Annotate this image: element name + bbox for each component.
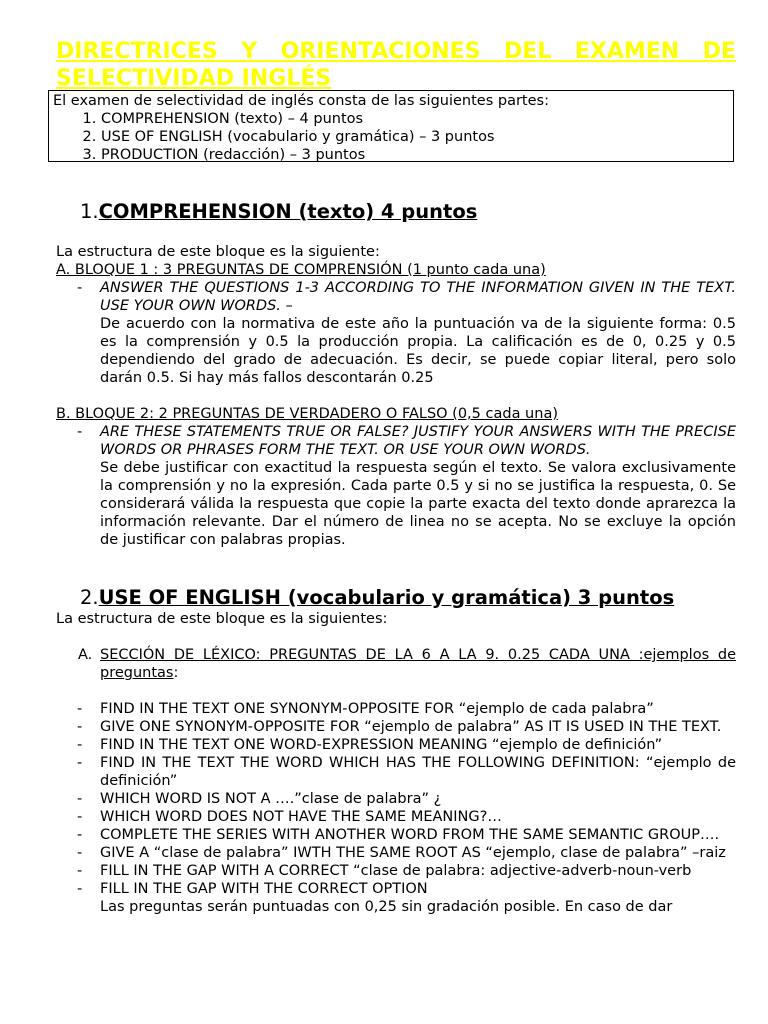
- section1-structure: La estructura de este bloque es la siguiente:: [56, 244, 380, 260]
- intro-box: [48, 90, 734, 162]
- section2-number: 2.: [80, 586, 99, 609]
- lexicon-label: A.: [78, 647, 93, 663]
- section2-heading: [80, 586, 674, 610]
- block-b-item: [56, 423, 736, 549]
- lexicon-title: SECCIÓN DE LÉXICO: PREGUNTAS DE LA 6 A LA 9. 0.25 CADA UNA :ejemplos de preguntas: [100, 647, 736, 681]
- section1-number: 1.: [80, 200, 99, 223]
- block-a-explanation: De acuerdo con la normativa de este año la puntuación va de la siguiente forma: 0.5 es la comprensión y 0.5 la producción propia. La calificación es de 0, 0.25 y 0.5 dependiendo del grado de adecuación. Es decir, se puede copiar literal, pero solo darán 0.5. Si hay más fallos descontarán 0.25: [100, 316, 736, 386]
- intro-lead: El examen de selectividad de inglés consta de las siguientes partes:: [53, 93, 549, 109]
- question-item: - GIVE ONE SYNONYM-OPPOSITE FOR “ejemplo de palabra” AS IT IS USED IN THE TEXT.: [56, 718, 736, 736]
- closing-text: Las preguntas serán puntuadas con 0,25 sin gradación posible. En caso de dar: [100, 899, 673, 915]
- block-b-title: B. BLOQUE 2: 2 PREGUNTAS DE VERDADERO O FALSO (0,5 cada una): [56, 406, 558, 422]
- question-item: - FILL IN THE GAP WITH A CORRECT “clase de palabra: adjective-adverb-noun-verb: [56, 862, 736, 880]
- question-item: - GIVE A “clase de palabra” IWTH THE SAME ROOT AS “ejemplo, clase de palabra” –raiz: [56, 844, 736, 862]
- part-item-3: 3. PRODUCTION (redacción) – 3 puntos: [101, 146, 729, 164]
- block-b-explanation: Se debe justificar con exactitud la respuesta según el texto. Se valora exclusivamente la comprensión y no la expresión. Cada parte 0.5 y si no se justifica la respuesta, 0. Se considerará válida la respuesta que copie la parte exacta del texto donde aprarezca la información relevante. Dar el número de linea no se acepta. No se excluye la opción de justificar con palabras propias.: [100, 460, 736, 548]
- part-item-2: 2. USE OF ENGLISH (vocabulario y gramática) – 3 puntos: [101, 128, 729, 146]
- question-item: - FIND IN THE TEXT ONE SYNONYM-OPPOSITE FOR “ejemplo de cada palabra”: [56, 700, 736, 718]
- question-item: - WHICH WORD DOES NOT HAVE THE SAME MEANING?…: [56, 808, 736, 826]
- document-title: DIRECTRICES Y ORIENTACIONES DEL EXAMEN DE SELECTIVIDAD INGLÉS: [56, 39, 736, 91]
- question-item: - COMPLETE THE SERIES WITH ANOTHER WORD FROM THE SAME SEMANTIC GROUP….: [56, 826, 736, 844]
- question-item: - WHICH WORD IS NOT A ….”clase de palabra” ¿: [56, 790, 736, 808]
- block-b-instruction: ARE THESE STATEMENTS TRUE OR FALSE? JUSTIFY YOUR ANSWERS WITH THE PRECISE WORDS OR PHRASES FORM THE TEXT. OR USE YOUR OWN WORDS.: [100, 424, 736, 458]
- lexicon-section: [56, 646, 736, 682]
- question-item: [56, 880, 736, 916]
- part-item-1: 1. COMPREHENSION (texto) – 4 puntos: [101, 110, 729, 128]
- section2-structure: La estructura de este bloque es la siguientes:: [56, 611, 388, 627]
- parts-list: [53, 110, 729, 164]
- block-b-list: [56, 423, 736, 549]
- block-a-item: [56, 279, 736, 387]
- block-a-title: A. BLOQUE 1 : 3 PREGUNTAS DE COMPRENSIÓN (1 punto cada una): [56, 262, 546, 278]
- section1-heading: [80, 200, 477, 224]
- question-item: - FIND IN THE TEXT THE WORD WHICH HAS THE FOLLOWING DEFINITION: “ejemplo de definición”: [56, 754, 736, 790]
- last-question: FILL IN THE GAP WITH THE CORRECT OPTION: [100, 881, 428, 897]
- question-item: - FIND IN THE TEXT ONE WORD-EXPRESSION MEANING “ejemplo de definición”: [56, 736, 736, 754]
- lexicon-colon: :: [173, 665, 179, 681]
- section1-title: COMPREHENSION (texto) 4 puntos: [98, 200, 478, 223]
- block-a-list: [56, 279, 736, 387]
- section2-title: USE OF ENGLISH (vocabulario y gramática) 3 puntos: [98, 586, 675, 609]
- lexicon-questions: [56, 700, 736, 916]
- block-a-instruction: ANSWER THE QUESTIONS 1-3 ACCORDING TO THE INFORMATION GIVEN IN THE TEXT. USE YOUR OWN WORDS. –: [100, 280, 736, 314]
